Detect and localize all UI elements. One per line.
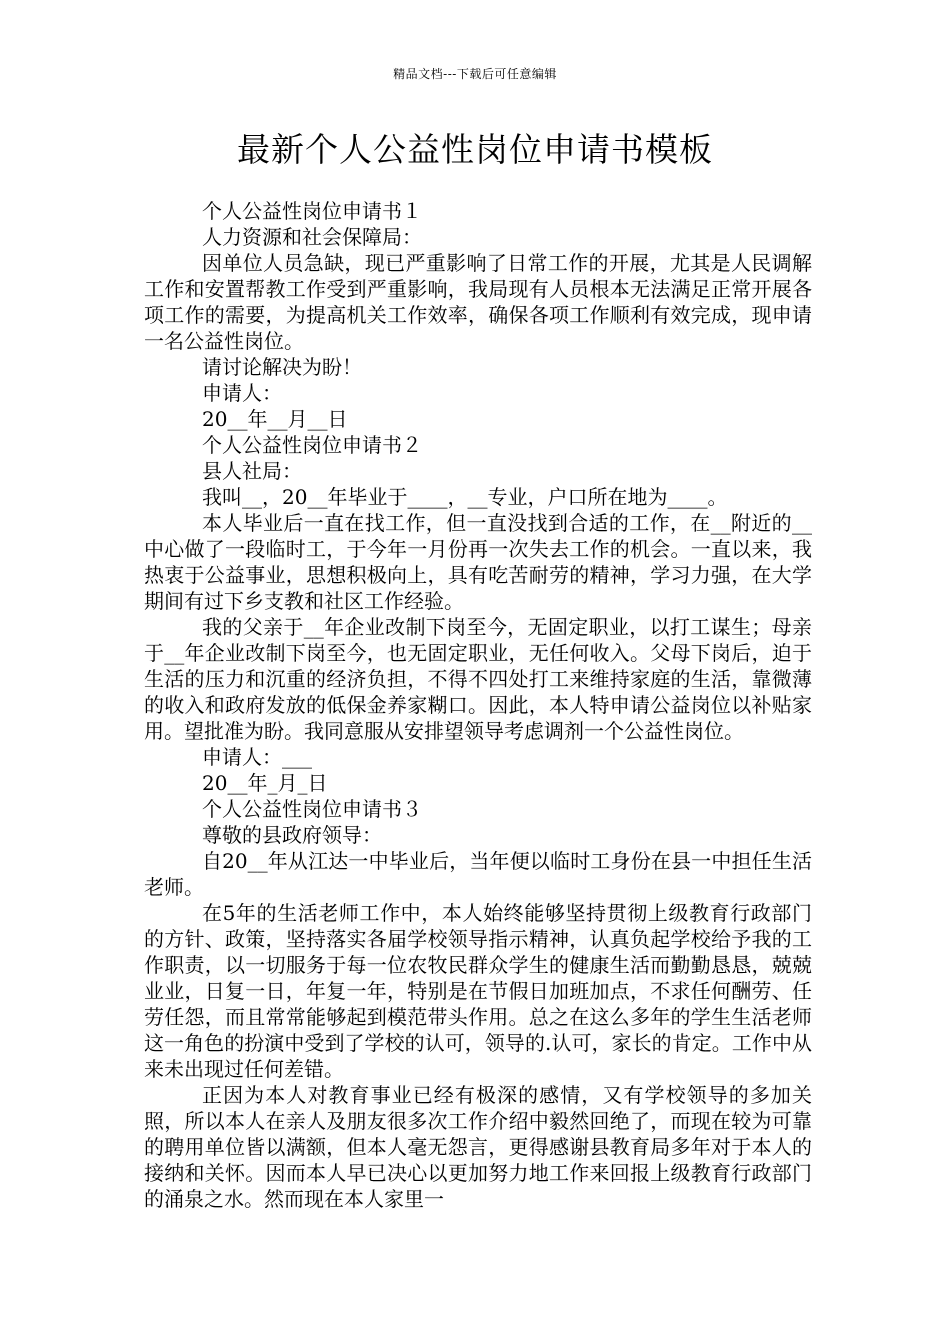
date-line: 20__年__月__日 bbox=[202, 407, 348, 431]
salutation-1: 人力资源和社会保障局： bbox=[202, 225, 422, 249]
body-paragraph: 因单位人员急缺，现已严重影响了日常工作的开展，尤其是人民调解工作和安置帮教工作受到严重影响，我局现有人员根本无法满足正常开展各项工作的需要，为提高机关工作效率，确保各项工作顺利有效完成，现申请一名公益性岗位。 bbox=[144, 251, 812, 353]
section-heading-2: 个人公益性岗位申请书２ bbox=[202, 433, 422, 457]
page-header-note: 精品文档---下载后可任意编辑 bbox=[393, 67, 557, 81]
section-heading-3: 个人公益性岗位申请书３ bbox=[202, 797, 422, 821]
document-body bbox=[144, 198, 812, 1212]
body-paragraph: 正因为本人对教育事业已经有极深的感情，又有学校领导的多加关照，所以本人在亲人及朋友很多次工作介绍中毅然回绝了，而现在较为可靠的聘用单位皆以满额，但本人毫无怨言，更得感谢县教育局多年对于本人的接纳和关怀。因而本人早已决心以更加努力地工作来回报上级教育行政部门的涌泉之水。然而现在本人家里一 bbox=[144, 1083, 812, 1211]
body-paragraph: 本人毕业后一直在找工作，但一直没找到合适的工作，在__附近的__中心做了一段临时工，于今年一月份再一次失去工作的机会。一直以来，我热衷于公益事业，思想积极向上，具有吃苦耐劳的精神，学习力强，在大学期间有过下乡支教和社区工作经验。 bbox=[144, 511, 812, 613]
body-paragraph: 自20__年从江达一中毕业后，当年便以临时工身份在县一中担任生活老师。 bbox=[144, 849, 812, 899]
section-heading-1: 个人公益性岗位申请书１ bbox=[202, 199, 422, 223]
body-paragraph: 我的父亲于__年企业改制下岗至今，无固定职业，以打工谋生；母亲于__年企业改制下岗至今，也无固定职业，无任何收入。父母下岗后，迫于生活的压力和沉重的经济负担，不得不四处打工来维持家庭的生活，靠微薄的收入和政府发放的低保金养家糊口。因此，本人特申请公益岗位以补贴家用。望批准为盼。我同意服从安排望领导考虑调剂一个公益性岗位。 bbox=[144, 615, 812, 743]
closing-line: 请讨论解决为盼！ bbox=[202, 355, 362, 379]
salutation-2: 县人社局： bbox=[202, 459, 302, 483]
signature-line: 申请人： bbox=[202, 381, 282, 405]
salutation-3: 尊敬的县政府领导： bbox=[202, 823, 382, 847]
body-paragraph: 在5年的生活老师工作中，本人始终能够坚持贯彻上级教育行政部门的方针、政策，坚持落实各届学校领导指示精神，认真负起学校给予我的工作职责，以一切服务于每一位农牧民群众学生的健康生活而勤勤恳恳，兢兢业业，日复一日，年复一年，特别是在节假日加班加点，不求任何酬劳、任劳任怨，而且常常能够起到模范带头作用。总之在这么多年的学生生活老师这一角色的扮演中受到了学校的认可，领导的.认可，家长的肯定。工作中从来未出现过任何差错。 bbox=[144, 901, 812, 1081]
signature-line: 申请人：___ bbox=[202, 745, 312, 769]
date-line: 20__年_月_日 bbox=[202, 771, 328, 795]
document-title: 最新个人公益性岗位申请书模板 bbox=[237, 130, 713, 169]
body-paragraph: 我叫__，20__年毕业于____，__专业，户口所在地为____。 bbox=[202, 485, 728, 509]
